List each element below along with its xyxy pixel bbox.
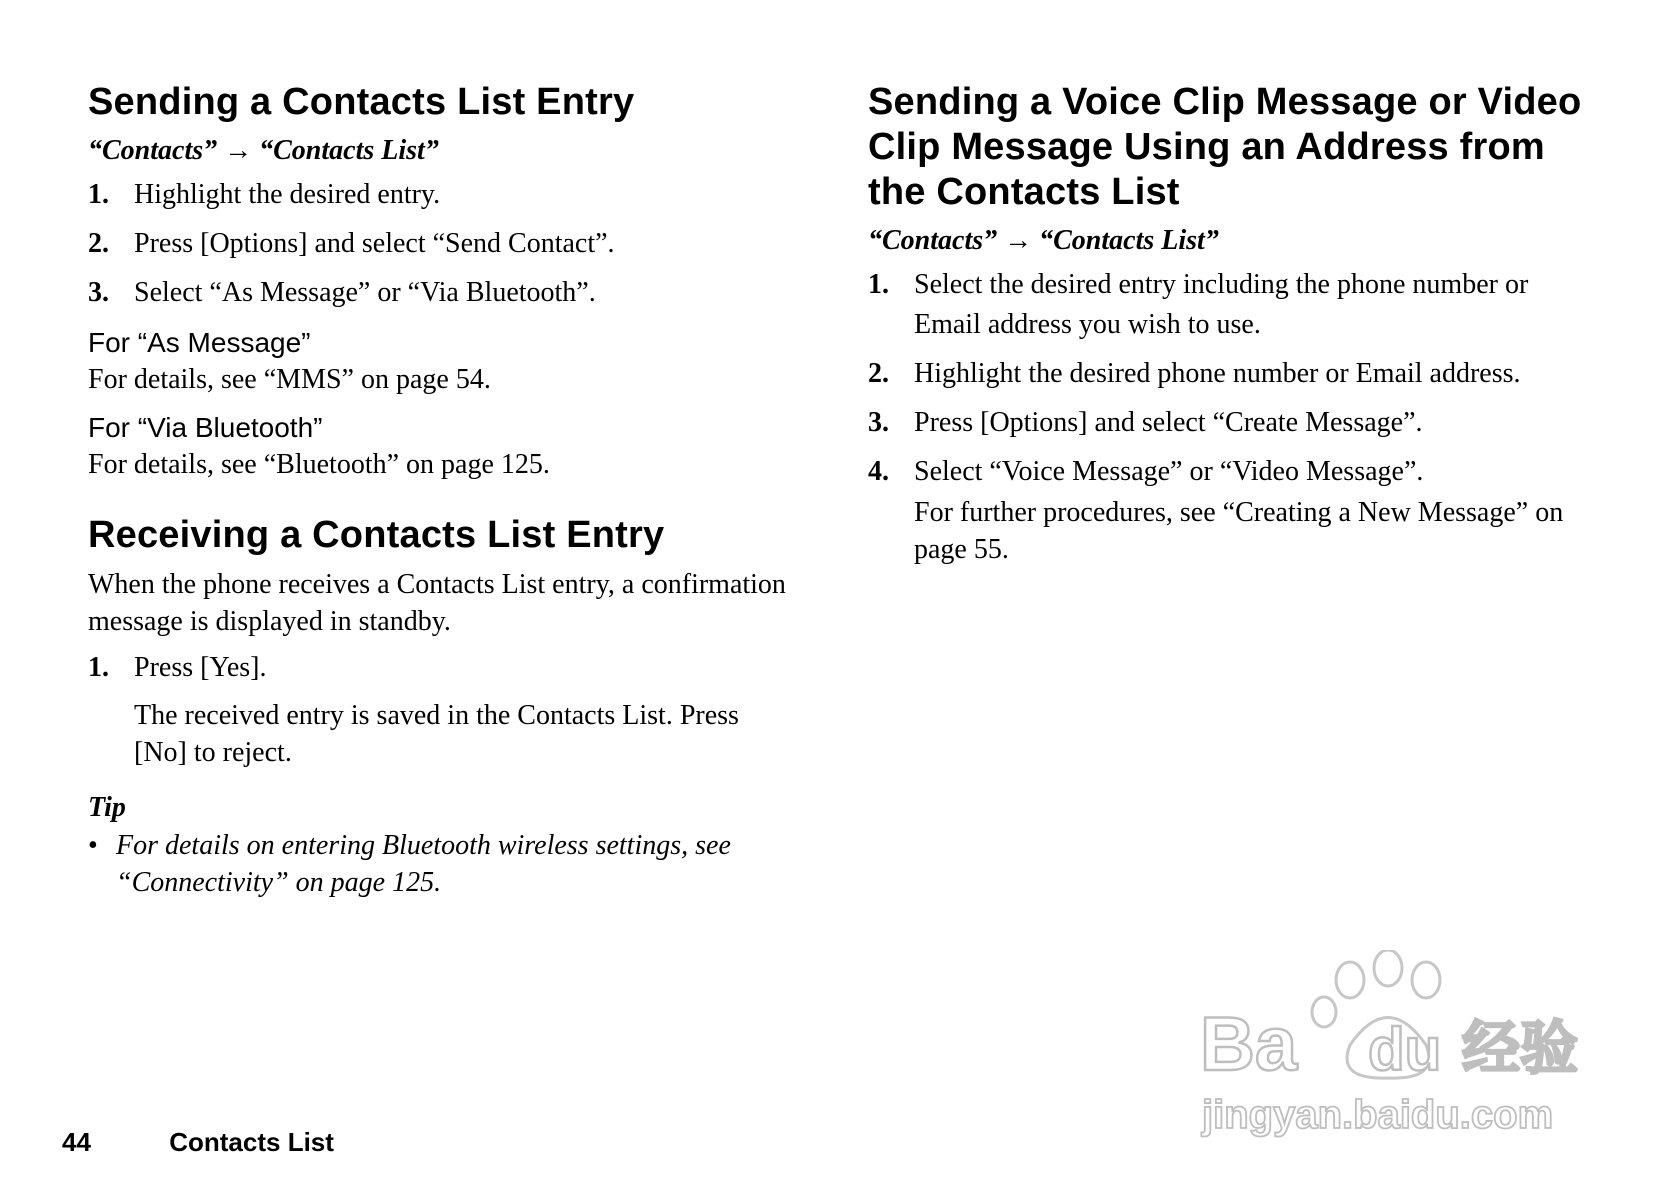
step-text: Highlight the desired entry. bbox=[134, 179, 441, 210]
page-number: 44 bbox=[62, 1127, 91, 1157]
svg-text:Ba: Ba bbox=[1200, 1002, 1298, 1087]
as-message-details: For details, see “MMS” on page 54. bbox=[88, 364, 491, 395]
receiving-intro: When the phone receives a Contacts List entry, a confirmation message is displayed in standby. bbox=[88, 569, 786, 637]
subheading-as-message: For “As Message” bbox=[88, 327, 311, 358]
step-note: The received entry is saved in the Contacts List. Press [No] to reject. bbox=[134, 700, 739, 768]
steps-list bbox=[88, 648, 788, 688]
tip-heading: Tip bbox=[88, 792, 126, 823]
step-item bbox=[868, 452, 1588, 492]
baidu-watermark bbox=[1200, 950, 1600, 1140]
subheading-via-bluetooth: For “Via Bluetooth” bbox=[88, 412, 323, 443]
step-item bbox=[868, 265, 1588, 345]
bullet-icon: • bbox=[88, 830, 98, 861]
tip-item bbox=[88, 827, 788, 901]
tip-text: For details on entering Bluetooth wireless settings, see “Connectivity” on page 125. bbox=[116, 830, 731, 898]
svg-text:du: du bbox=[1368, 1016, 1442, 1083]
section-title-sending-contact: Sending a Contacts List Entry bbox=[88, 81, 635, 123]
step-item bbox=[868, 354, 1588, 394]
section-title-voice-video-clip: Sending a Voice Clip Message or Video Clip Message Using an Address from the Contacts List bbox=[868, 81, 1582, 213]
menu-path: “Contacts” → “Contacts List” bbox=[868, 225, 1219, 256]
step-text: Select “Voice Message” or “Video Message”. bbox=[914, 456, 1424, 487]
step-item bbox=[868, 403, 1588, 443]
step-number: 2. bbox=[88, 228, 109, 259]
step-item bbox=[88, 648, 788, 688]
step-text: Select “As Message” or “Via Bluetooth”. bbox=[134, 277, 596, 308]
svg-text:jingyan.baidu.com: jingyan.baidu.com bbox=[1202, 1093, 1554, 1137]
step-item bbox=[88, 273, 788, 313]
right-column bbox=[868, 80, 1588, 576]
step-text: Press [Options] and select “Send Contact”. bbox=[134, 228, 615, 259]
step-number: 1. bbox=[88, 652, 109, 683]
steps-list bbox=[868, 265, 1588, 492]
chapter-name: Contacts List bbox=[169, 1127, 334, 1157]
menu-path: “Contacts” → “Contacts List” bbox=[88, 135, 439, 166]
steps-list bbox=[88, 175, 788, 313]
step-text: Press [Options] and select “Create Message”. bbox=[914, 407, 1423, 438]
page-footer bbox=[62, 1126, 334, 1158]
baidu-paw-logo-icon bbox=[1200, 950, 1600, 1140]
step-number: 3. bbox=[88, 277, 109, 308]
step-item bbox=[88, 175, 788, 215]
step-number: 4. bbox=[868, 456, 889, 487]
via-bluetooth-details: For details, see “Bluetooth” on page 125. bbox=[88, 449, 550, 480]
svg-text:经验: 经验 bbox=[1462, 1016, 1579, 1081]
section-title-receiving-contact: Receiving a Contacts List Entry bbox=[88, 514, 665, 556]
step-number: 1. bbox=[88, 179, 109, 210]
step-item bbox=[88, 224, 788, 264]
step-text: Select the desired entry including the phone number or Email address you wish to use. bbox=[914, 269, 1529, 340]
step-note: For further procedures, see “Creating a New Message” on page 55. bbox=[914, 497, 1564, 565]
step-text: Press [Yes]. bbox=[134, 652, 267, 683]
step-number: 1. bbox=[868, 269, 889, 300]
step-text: Highlight the desired phone number or Email address. bbox=[914, 358, 1521, 389]
left-column bbox=[88, 80, 788, 901]
step-number: 2. bbox=[868, 358, 889, 389]
step-number: 3. bbox=[868, 407, 889, 438]
